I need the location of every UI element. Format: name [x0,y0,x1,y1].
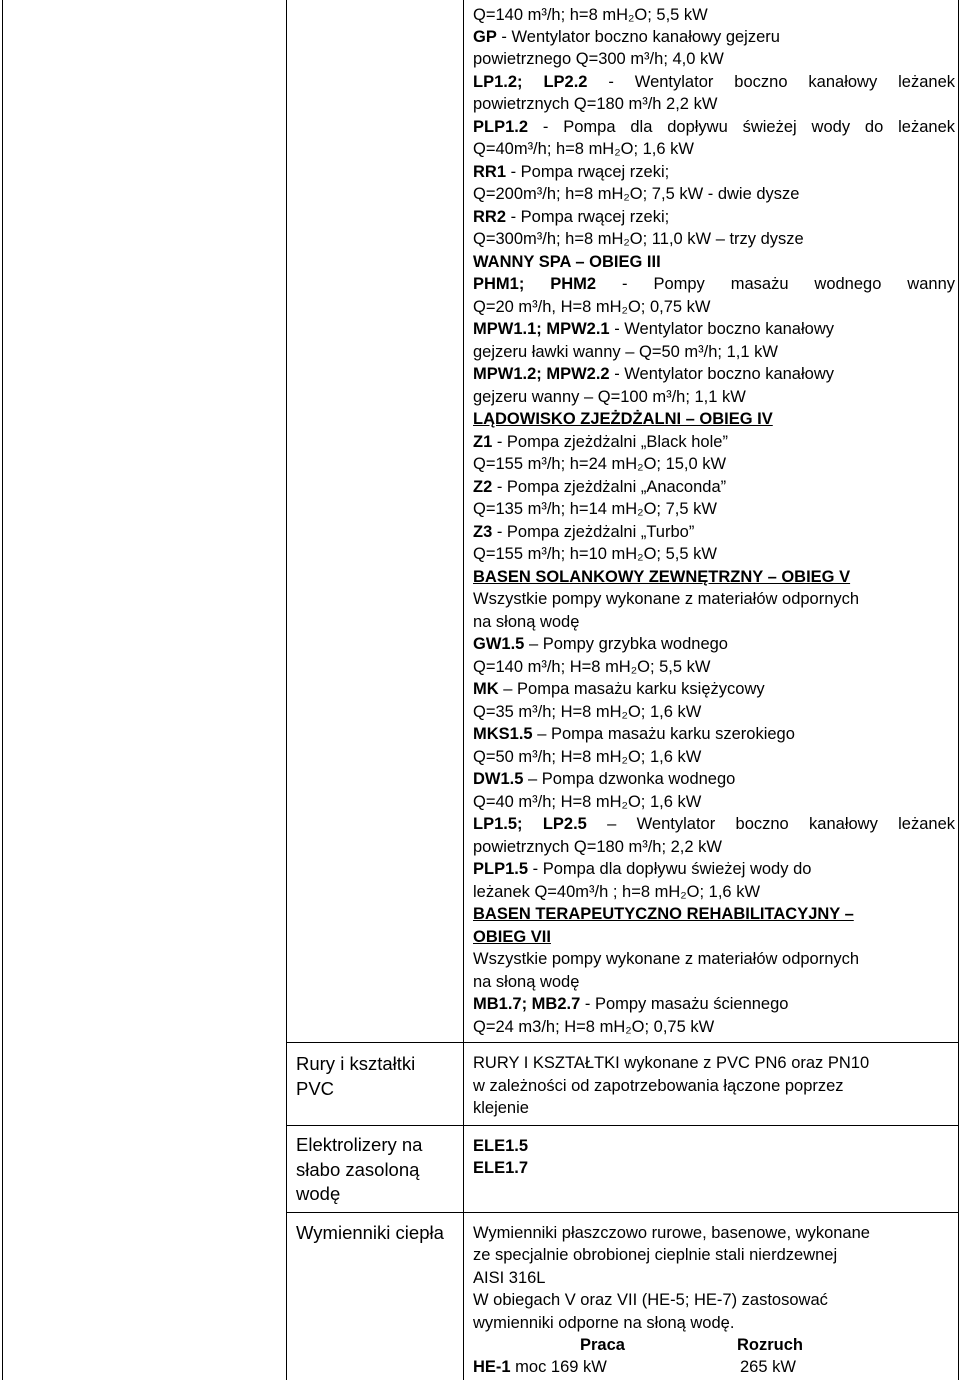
spec-line: Q=35 m³/h; H=8 mH₂O; 1,6 kW [473,703,702,721]
item-code: MK [473,680,499,698]
item-code: DW1.5 [473,770,524,788]
spec-line: na słoną wodę [473,973,580,991]
spec-line [473,476,955,498]
spec-line: Q=155 m³/h; h=24 mH₂O; 15,0 kW [473,455,727,473]
spec-line: powietrznego Q=300 m³/h; 4,0 kW [473,50,724,68]
spec-line [473,723,955,745]
section-heading: LĄDOWISKO ZJEŻDŻALNI – OBIEG IV [473,410,773,428]
spec-line: Q=40m³/h; h=8 mH₂O; 1,6 kW [473,140,694,158]
spec-line [473,318,955,340]
spec-line: Q=50 m³/h; H=8 mH₂O; 1,6 kW [473,748,702,766]
item-code: RR1 [473,163,507,181]
spec-line: Q=20 m³/h, H=8 mH₂O; 0,75 kW [473,298,711,316]
spec-line [473,363,955,385]
item-desc: - Pompa zjeżdżalni „Turbo” [492,523,695,541]
spec-line [473,858,955,880]
pipes-desc-line: klejenie [473,1099,529,1117]
item-code: PLP1.2 [473,118,529,136]
item-desc: – Pompy grzybka wodnego [524,635,728,653]
section-heading: OBIEG VII [473,928,551,946]
spec-line: Wszystkie pompy wykonane z materiałów odpornych [473,590,860,608]
spec-line: gejzeru wanny – Q=100 m³/h; 1,1 kW [473,388,746,406]
section-heading: WANNY SPA – OBIEG III [473,253,661,271]
item-code: Z2 [473,478,493,496]
exchanger-row-he1 [473,1356,955,1378]
pipes-desc-line: RURY I KSZTAŁTKI wykonane z PVC PN6 oraz PN10 [473,1054,870,1072]
spec-line: Q=155 m³/h; h=10 mH₂O; 5,5 kW [473,545,717,563]
spec-line [473,431,955,453]
spec-line: leżanek Q=40m³/h ; h=8 mH₂O; 1,6 kW [473,883,761,901]
spec-line [473,206,955,228]
spec-line: Q=140 m³/h; H=8 mH₂O; 5,5 kW [473,658,711,676]
item-code: MPW1.1; MPW2.1 [473,320,610,338]
spec-line: Wszystkie pompy wykonane z materiałów odpornych [473,950,860,968]
item-desc: - Pompa rwącej rzeki; [506,208,670,226]
electrolyzer-code: ELE1.5 [473,1137,529,1155]
section-heading: BASEN SOLANKOWY ZEWNĘTRZNY – OBIEG V [473,568,851,586]
spec-line [473,26,955,48]
spec-line [473,678,955,700]
he1-power-start: 265 kW [740,1358,796,1376]
spec-line [473,768,955,790]
spec-line: Q=300m³/h; h=8 mH₂O; 11,0 kW – trzy dysze [473,230,804,248]
label-elektrolizery: Elektrolizery na słabo zasoloną wodę [296,1134,423,1204]
item-desc: - Pompa dla dopływu świeżej wody do leżanek [528,118,955,136]
item-code: MB1.7; MB2.7 [473,995,581,1013]
label-wymienniki: Wymienniki ciepła [296,1222,444,1243]
spec-line: Q=200m³/h; h=8 mH₂O; 7,5 kW - dwie dysze [473,185,800,203]
spec-line [473,633,955,655]
item-desc: – Wentylator boczno kanałowy leżanek [586,815,956,833]
item-code: Z1 [473,433,493,451]
spec-line: gejzeru ławki wanny – Q=50 m³/h; 1,1 kW [473,343,778,361]
item-code: Z3 [473,523,493,541]
he1-power-work: moc 169 kW [510,1358,607,1376]
item-code: MKS1.5 [473,725,533,743]
spec-line: Q=24 m3/h; H=8 mH₂O; 0,75 kW [473,1018,715,1036]
spec-line [473,273,955,295]
exchanger-desc-line: AISI 316L [473,1269,546,1287]
item-desc: - Wentylator boczno kanałowy [609,320,834,338]
spec-line: na słoną wodę [473,613,580,631]
item-desc: - Pompy masażu wodnego wanny [596,275,956,293]
item-desc: – Pompa masażu karku szerokiego [532,725,795,743]
item-desc: - Wentylator boczno kanałowy leżanek [587,73,956,91]
column-divider-2 [463,0,464,1380]
column-header-rozruch: Rozruch [737,1336,803,1354]
column-header-praca: Praca [580,1336,625,1354]
item-desc: - Pompa dla dopływu świeżej wody do [528,860,812,878]
item-desc: - Wentylator boczno kanałowy [609,365,834,383]
electrolyzer-code: ELE1.7 [473,1159,529,1177]
item-code: RR2 [473,208,507,226]
spec-line: powietrznych Q=180 m³/h; 2,2 kW [473,838,722,856]
item-desc: - Pompa zjeżdżalni „Anaconda” [492,478,727,496]
pipes-desc-line: w zależności od zapotrzebowania łączone poprzez [473,1077,844,1095]
item-code: LP1.5; LP2.5 [473,815,587,833]
spec-line [473,116,955,138]
item-desc: – Pompa masażu karku księżycowy [498,680,765,698]
exchanger-desc-line: wymienniki odporne na słoną wodę. [473,1314,735,1332]
spec-line [473,71,955,93]
spec-line: Q=40 m³/h; H=8 mH₂O; 1,6 kW [473,793,702,811]
item-code: PLP1.5 [473,860,529,878]
exchanger-desc-line: Wymienniki płaszczowo rurowe, basenowe, wykonane [473,1224,870,1242]
spec-line: Q=140 m³/h; h=8 mH₂O; 5,5 kW [473,6,708,24]
column-divider-1 [286,0,287,1380]
label-rury-pvc: Rury i kształtki PVC [296,1053,416,1099]
item-code: MPW1.2; MPW2.2 [473,365,610,383]
spec-line [473,521,955,543]
item-code: LP1.2; LP2.2 [473,73,588,91]
item-desc: - Wentylator boczno kanałowy gejzeru [496,28,780,46]
exchanger-desc-line: ze specjalnie obrobionej cieplnie stali nierdzewnej [473,1246,838,1264]
spec-line: Q=135 m³/h; h=14 mH₂O; 7,5 kW [473,500,717,518]
row-divider-elektrolizery [286,1125,958,1126]
spec-line [473,161,955,183]
table-border-right [958,0,959,1380]
spec-line: powietrznych Q=180 m³/h 2,2 kW [473,95,718,113]
item-desc: - Pompa rwącej rzeki; [506,163,670,181]
spec-line [473,813,955,835]
item-code: GW1.5 [473,635,525,653]
item-desc: - Pompy masażu ściennego [580,995,789,1013]
table-border-left [2,0,3,1380]
spec-line [473,993,955,1015]
item-code: HE-1 [473,1358,511,1376]
section-heading: BASEN TERAPEUTYCZNO REHABILITACYJNY – [473,905,854,923]
item-desc: - Pompa zjeżdżalni „Black hole” [492,433,728,451]
row-divider-rury [286,1042,958,1043]
row-divider-wymienniki [286,1212,958,1213]
item-desc: – Pompa dzwonka wodnego [523,770,736,788]
item-code: PHM1; PHM2 [473,275,597,293]
item-code: GP [473,28,497,46]
exchanger-desc-line: W obiegach V oraz VII (HE-5; HE-7) zastosować [473,1291,828,1309]
